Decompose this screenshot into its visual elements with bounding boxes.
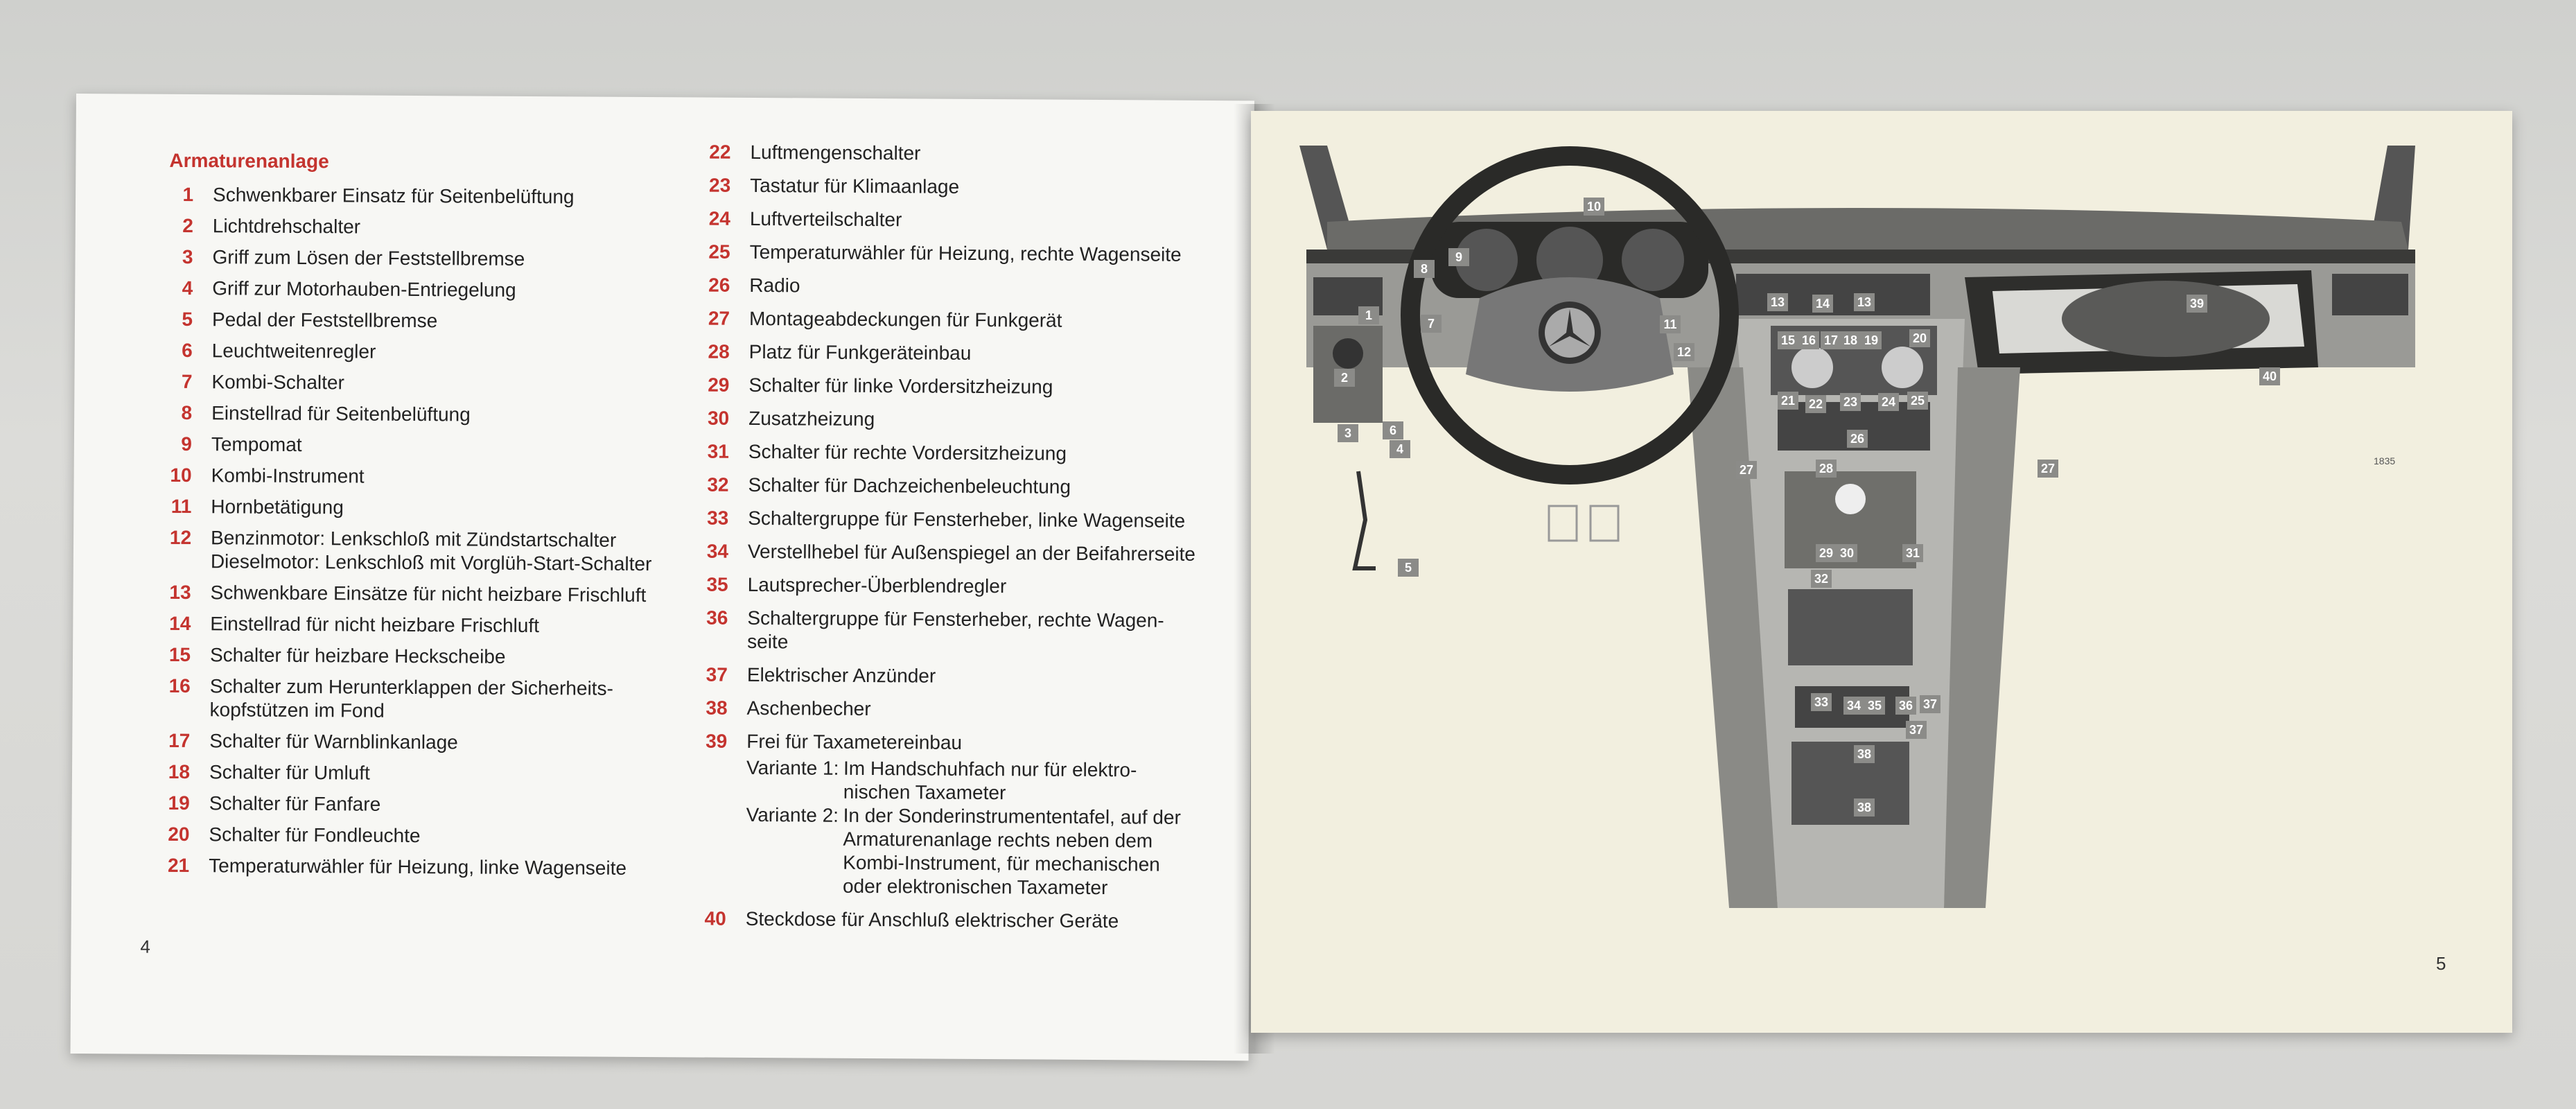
diagram-label-14 [1812,295,1833,313]
item-text: Leuchtweitenregler [211,340,376,363]
right-vent [2332,274,2408,315]
diagram-label-36 [1895,697,1916,715]
item-text: Verstellhebel für Außenspiegel an der Beifahrerseite [747,540,1196,565]
shift-knob [1835,484,1866,514]
list-item [159,214,748,241]
item-number: 27 [708,307,730,329]
list-item [155,729,744,756]
item-text: Schalter für rechte Vordersitzheizung [748,440,1067,464]
svg-text:38: 38 [1857,801,1872,814]
variant-text: In der Sonderinstrumententafel, auf der Armaturenanlage rechts neben dem Kombi-Instrument, für mechanischen oder elektronischen Taxameter [842,804,1181,899]
diagram-label-24 [1878,393,1899,411]
item-number: 4 [182,277,193,299]
diagram-label-10 [1584,198,1604,216]
diagram-label-1 [1358,306,1379,324]
item-text: Aschenbecher [746,697,871,720]
light-switch [1333,338,1363,369]
item-text: Benzinmotor: Lenkschloß mit Zündstartschalter Dieselmotor: Lenkschloß mit Vorglüh-Start-Schalter [210,527,652,575]
diagram-label-13 [1767,293,1788,311]
item-number: 21 [167,854,190,877]
list-item [694,473,1248,500]
svg-text:12: 12 [1676,345,1692,359]
item-text: Hornbetätigung [211,496,344,518]
diagram-label-31 [1902,544,1923,562]
item-number: 20 [168,823,190,846]
item-text: Schalter für heizbare Heckscheibe [209,644,506,667]
item-text: Steckdose für Anschluß elektrischer Geräte [745,907,1119,932]
item-text: Schalter für Umluft [209,761,370,784]
item-text: Lichtdrehschalter [212,215,361,238]
svg-text:29: 29 [1819,546,1834,560]
variant-label: Variante 2: [746,803,839,826]
item-text: Kombi-Schalter [211,371,344,394]
item-number: 39 [706,730,728,752]
diagram-label-15 [1778,331,1798,349]
diagram-label-9 [1448,248,1469,266]
item-number: 6 [182,339,193,362]
variant-item [746,803,1247,900]
left-page [71,94,1254,1060]
item-number: 38 [706,697,728,719]
item-number: 10 [170,464,192,487]
page-number-right: 5 [2436,953,2446,974]
item-number: 32 [707,473,729,496]
item-number: 5 [182,308,193,331]
svg-text:28: 28 [1819,462,1834,475]
svg-text:9: 9 [1455,250,1463,264]
item-text: Elektrischer Anzünder [746,663,936,687]
list-item [158,277,747,304]
svg-text:25: 25 [1910,394,1925,408]
item-text: Schalter für Dachzeichenbeleuchtung [748,473,1071,498]
diagram-label-23 [1840,393,1861,411]
item-text: Luftmengenschalter [750,141,921,164]
diagram-label-22 [1805,395,1826,413]
diagram-label-5 [1398,559,1419,577]
svg-text:6: 6 [1389,423,1397,437]
item-text: Schalter für linke Vordersitzheizung [748,374,1053,398]
svg-text:19: 19 [1864,333,1879,347]
svg-text:11: 11 [1663,317,1677,331]
list-item [695,273,1250,300]
parking-brake-pedal [1355,471,1376,568]
diagram-label-40 [2259,367,2280,385]
list-item [157,495,746,522]
svg-text:1: 1 [1365,308,1373,322]
diagram-label-28 [1816,460,1837,478]
item-number: 14 [169,612,191,635]
svg-text:15: 15 [1780,333,1796,347]
svg-text:20: 20 [1912,331,1927,345]
variant-list [746,756,1247,900]
list-item [692,729,1247,756]
svg-text:33: 33 [1814,695,1829,709]
list-item [155,823,744,850]
list-item [156,612,745,639]
variant-text: Im Handschuhfach nur für elektro- nischen Taxameter [843,757,1137,804]
section-title: Armaturenanlage [169,149,329,173]
diagram-label-11 [1660,315,1681,333]
list-item [694,439,1249,466]
item-text: Griff zur Motorhauben-Entriegelung [212,277,516,301]
item-number: 30 [707,407,730,429]
svg-text:21: 21 [1780,394,1796,408]
svg-text:38: 38 [1857,747,1872,761]
svg-text:30: 30 [1839,546,1855,560]
svg-text:36: 36 [1898,699,1913,713]
item-number: 40 [704,907,726,929]
item-number: 9 [181,433,193,455]
list-item [694,506,1248,533]
list-item [158,245,747,272]
list-item [157,433,746,460]
diagram-label-27 [1736,461,1757,479]
list-item [158,339,747,366]
list-item [695,306,1250,333]
svg-text:18: 18 [1843,333,1858,347]
svg-text:40: 40 [2262,369,2277,383]
list-item [155,854,744,881]
list-item [694,539,1248,566]
diagram-label-3 [1338,424,1358,442]
ashtray [1791,742,1909,825]
list-item [694,573,1248,600]
diagram-label-19 [1861,331,1882,349]
diagram-label-7 [1421,315,1442,333]
svg-text:31: 31 [1905,546,1920,560]
item-text: Montageabdeckungen für Funkgerät [748,307,1062,331]
figure-code: 1835 [2374,455,2396,466]
right-page [1251,111,2512,1033]
page-number-left: 4 [140,936,151,957]
diagram-label-32 [1811,570,1832,588]
svg-text:8: 8 [1420,262,1428,276]
svg-text:5: 5 [1404,561,1412,575]
item-text: Temperaturwähler für Heizung, rechte Wagenseite [749,241,1182,265]
list-item [157,464,746,491]
list-item [693,606,1247,656]
item-text: Tastatur für Klimaanlage [750,174,960,198]
list-item [694,406,1249,433]
item-number: 26 [708,274,730,296]
diagram-label-35 [1864,697,1885,715]
svg-text:2: 2 [1340,371,1349,385]
item-text: Schwenkbare Einsätze für nicht heizbare Frischluft [210,582,647,606]
item-number: 34 [706,540,729,562]
list-item [155,792,744,819]
item-number: 2 [182,214,193,237]
diagram-label-38 [1854,745,1875,763]
dashboard-illustration [1299,146,2422,929]
item-number: 25 [708,241,730,263]
list-item [696,207,1250,234]
list-item [157,370,746,397]
item-list-column-2 [692,140,1251,934]
variant-item [746,756,1247,806]
variant-label: Variante 1: [746,756,839,779]
svg-text:23: 23 [1843,395,1858,409]
svg-text:37: 37 [1922,697,1938,711]
item-text: Schalter für Fondleuchte [209,823,421,847]
item-number: 18 [168,760,191,783]
diagram-label-30 [1837,544,1857,562]
list-item [156,643,745,670]
svg-text:4: 4 [1396,442,1404,456]
diagram-label-2 [1334,369,1355,387]
diagram-label-25 [1907,392,1928,410]
diagram-label-39 [2187,295,2207,313]
item-text: Schalter für Warnblinkanlage [209,730,458,753]
item-text: Radio [749,274,800,297]
item-number: 29 [708,374,730,396]
svg-text:26: 26 [1850,432,1865,446]
diagram-label-20 [1909,329,1930,347]
diagram-label-27 [2038,460,2058,478]
list-item [158,308,747,335]
list-item [695,340,1250,367]
diagram-label-6 [1383,421,1403,439]
list-item [157,401,746,428]
taxameter-recess [2062,281,2270,357]
item-number: 11 [170,495,192,518]
diagram-label-38 [1854,798,1875,817]
item-number: 17 [168,729,191,752]
item-number: 1 [182,183,194,206]
svg-text:13: 13 [1857,295,1872,309]
diagram-label-21 [1778,392,1798,410]
svg-text:32: 32 [1814,572,1829,586]
temp-knob-right [1882,347,1923,388]
diagram-label-17 [1821,331,1841,349]
svg-text:13: 13 [1770,295,1785,309]
item-text: Kombi-Instrument [211,464,365,487]
list-item [155,760,744,787]
list-item [694,373,1249,400]
item-number: 7 [181,370,193,393]
item-text: Platz für Funkgeräteinbau [748,340,972,364]
diagram-label-18 [1840,331,1861,349]
item-number: 33 [707,507,729,529]
item-text: Frei für Taxametereinbau [746,730,963,753]
item-number: 37 [706,663,728,686]
svg-text:17: 17 [1823,333,1839,347]
diagram-label-37 [1906,721,1927,739]
item-text: Luftverteilschalter [749,207,902,231]
svg-text:7: 7 [1427,317,1435,331]
list-item [693,663,1247,690]
item-text: Schaltergruppe für Fensterheber, linke Wagenseite [748,507,1186,532]
svg-text:39: 39 [2189,297,2205,311]
item-text: Tempomat [211,433,302,455]
item-text: Zusatzheizung [748,407,875,430]
diagram-label-26 [1847,430,1868,448]
item-text: Schalter für Fanfare [209,792,381,815]
svg-text:24: 24 [1881,395,1896,409]
temp-knob-left [1791,347,1833,388]
list-item [157,581,746,608]
item-number: 15 [168,643,191,666]
list-item [159,183,748,210]
svg-text:27: 27 [1739,463,1754,477]
item-text: Griff zum Lösen der Feststellbremse [212,246,525,270]
diagram-label-4 [1390,440,1410,458]
item-number: 24 [708,207,731,229]
diagram-label-13 [1854,293,1875,311]
item-text: Einstellrad für Seitenbelüftung [211,402,471,426]
list-item [157,526,746,577]
item-number: 23 [708,174,731,196]
item-number: 31 [707,440,729,462]
diagram-label-8 [1414,260,1435,278]
svg-text:22: 22 [1808,397,1823,411]
list-item [696,140,1250,167]
item-text: Schalter zum Herunterklappen der Sicherheits- kopfstützen im Fond [209,675,613,722]
item-number: 28 [708,340,730,363]
diagram-label-12 [1674,343,1694,361]
item-number: 16 [168,674,191,697]
item-number: 13 [169,581,191,604]
item-number: 19 [168,792,190,814]
diagram-label-33 [1811,693,1832,711]
window-switches [1788,589,1913,665]
diagram-label-34 [1843,697,1864,715]
list-item [696,173,1250,200]
item-number: 3 [182,245,193,268]
item-text: Lautsprecher-Überblendregler [747,573,1007,597]
item-text: Schaltergruppe für Fensterheber, rechte Wagen- seite [747,606,1164,653]
item-number: 35 [706,573,728,595]
list-item [696,240,1250,267]
item-number: 12 [169,526,192,549]
list-item [155,674,744,725]
item-number: 22 [709,141,731,163]
item-number: 8 [181,401,193,424]
svg-text:16: 16 [1801,333,1816,347]
item-text: Einstellrad für nicht heizbare Frischluft [210,613,540,637]
svg-text:27: 27 [2040,462,2056,475]
list-item [692,907,1246,934]
item-number: 36 [706,606,728,629]
diagram-label-37 [1920,695,1940,713]
item-text: Temperaturwähler für Heizung, linke Wagenseite [209,855,627,879]
diagram-label-16 [1798,331,1819,349]
item-text: Schwenkbarer Einsatz für Seitenbelüftung [213,184,575,208]
item-list-column-1 [155,183,748,889]
diagram-label-29 [1816,544,1837,562]
list-item [692,696,1247,723]
item-text: Pedal der Feststellbremse [211,308,438,332]
svg-text:3: 3 [1344,426,1352,440]
svg-text:35: 35 [1867,699,1882,713]
svg-text:37: 37 [1909,723,1924,737]
svg-text:14: 14 [1815,297,1830,311]
svg-text:34: 34 [1846,699,1861,713]
svg-text:10: 10 [1586,200,1602,213]
